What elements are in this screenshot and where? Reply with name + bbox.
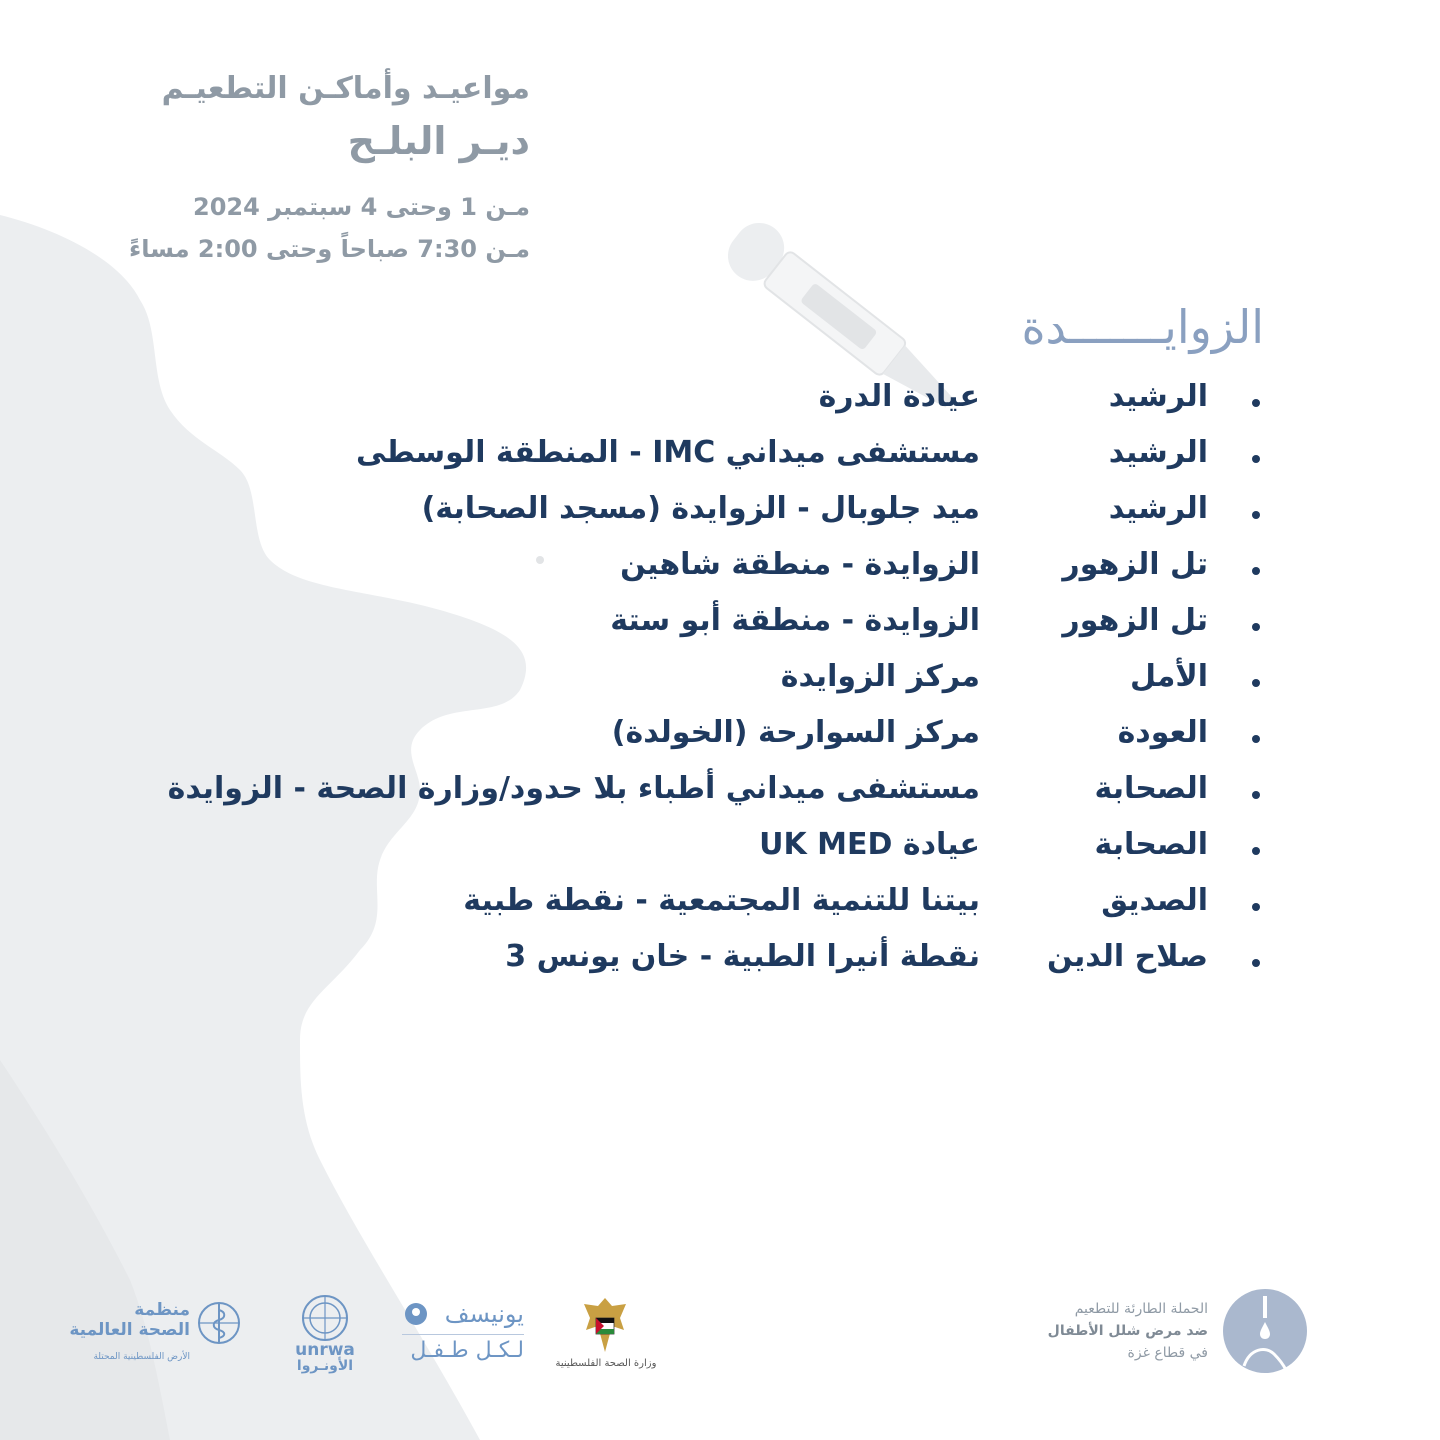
list-item	[0, 879, 1440, 935]
bullet-icon	[1252, 679, 1260, 687]
un-emblem-icon	[295, 1294, 355, 1342]
bullet-icon	[1252, 791, 1260, 799]
location-area: تل الزهور	[1062, 547, 1208, 582]
location-area: الصحابة	[1094, 771, 1208, 806]
list-item	[0, 543, 1440, 599]
bullet-icon	[1252, 623, 1260, 631]
location-site: مركز السوارحة (الخولدة)	[611, 715, 980, 750]
location-area: الأمل	[1130, 659, 1208, 694]
list-item	[0, 767, 1440, 823]
location-site: ميد جلوبال - الزوايدة (مسجد الصحابة)	[421, 491, 980, 526]
who-emblem-icon	[194, 1300, 244, 1346]
header-city: ديـر البلـح	[347, 119, 530, 163]
who-line2: الصحة العالمية	[69, 1320, 190, 1340]
list-item	[0, 375, 1440, 431]
unicef-divider	[402, 1334, 524, 1335]
section-title: الزوايـــــــدة	[1021, 300, 1264, 354]
location-area: الرشيد	[1108, 435, 1208, 470]
list-item	[0, 823, 1440, 879]
location-area: الصديق	[1101, 883, 1208, 918]
location-site: مستشفى ميداني أطباء بلا حدود/وزارة الصحة - الزوايدة	[167, 771, 980, 806]
who-line1: منظمة	[134, 1300, 190, 1320]
bullet-icon	[1252, 735, 1260, 743]
location-area: الرشيد	[1108, 491, 1208, 526]
bullet-icon	[1252, 847, 1260, 855]
location-area: الرشيد	[1108, 379, 1208, 414]
header-hours: مـن 7:30 صباحاً وحتى 2:00 مساءً	[128, 235, 530, 263]
unrwa-name: unrwa	[295, 1340, 355, 1360]
moh-label: وزارة الصحة الفلسطينية	[555, 1358, 657, 1369]
location-site: الزوايدة - منطقة أبو ستة	[610, 603, 980, 638]
unicef-logo	[402, 1300, 524, 1370]
campaign-line3: في قطاع غزة	[1127, 1345, 1208, 1361]
who-logo	[69, 1300, 246, 1370]
who-region: الأرض الفلسطينية المحتلة	[93, 1352, 190, 1362]
unicef-emblem-icon	[404, 1302, 428, 1326]
location-area: الصحابة	[1094, 827, 1208, 862]
moh-logo	[548, 1296, 664, 1376]
location-site: مستشفى ميداني IMC - المنطقة الوسطى	[356, 435, 980, 470]
location-area: صلاح الدين	[1047, 939, 1208, 974]
list-item	[0, 935, 1440, 991]
location-site: الزوايدة - منطقة شاهين	[620, 547, 980, 582]
header-title: مواعيـد وأماكـن التطعيـم	[161, 71, 530, 106]
list-item	[0, 655, 1440, 711]
location-site: مركز الزوايدة	[780, 659, 980, 694]
locations-list	[0, 375, 1440, 991]
unrwa-logo	[290, 1294, 360, 1378]
bullet-icon	[1252, 399, 1260, 407]
location-area: العودة	[1117, 715, 1208, 750]
unrwa-arabic: الأونـروا	[296, 1358, 354, 1374]
unicef-tagline: لـكـل طـفـل	[410, 1338, 524, 1363]
campaign-line2: ضد مرض شلل الأطفال	[1047, 1323, 1208, 1339]
campaign-line1: الحملة الطارئة للتطعيم	[1074, 1301, 1208, 1317]
unicef-name: يونيسف	[444, 1300, 524, 1328]
location-site: عيادة الدرة	[818, 379, 980, 414]
list-item	[0, 487, 1440, 543]
header	[60, 62, 530, 270]
bullet-icon	[1252, 511, 1260, 519]
location-site: بيتنا للتنمية المجتمعية - نقطة طبية	[463, 883, 980, 918]
list-item	[0, 599, 1440, 655]
bullet-icon	[1252, 455, 1260, 463]
location-site: نقطة أنيرا الطبية - خان يونس 3	[505, 939, 980, 974]
bullet-icon	[1252, 959, 1260, 967]
location-area: تل الزهور	[1062, 603, 1208, 638]
header-dates: مـن 1 وحتى 4 سبتمبر 2024	[193, 193, 530, 221]
polio-drop-icon	[1222, 1288, 1308, 1374]
list-item	[0, 431, 1440, 487]
palestine-eagle-icon	[582, 1296, 628, 1354]
campaign-logo	[1047, 1288, 1312, 1378]
bullet-icon	[1252, 903, 1260, 911]
bullet-icon	[1252, 567, 1260, 575]
location-site: عيادة UK MED	[759, 827, 980, 862]
list-item	[0, 711, 1440, 767]
